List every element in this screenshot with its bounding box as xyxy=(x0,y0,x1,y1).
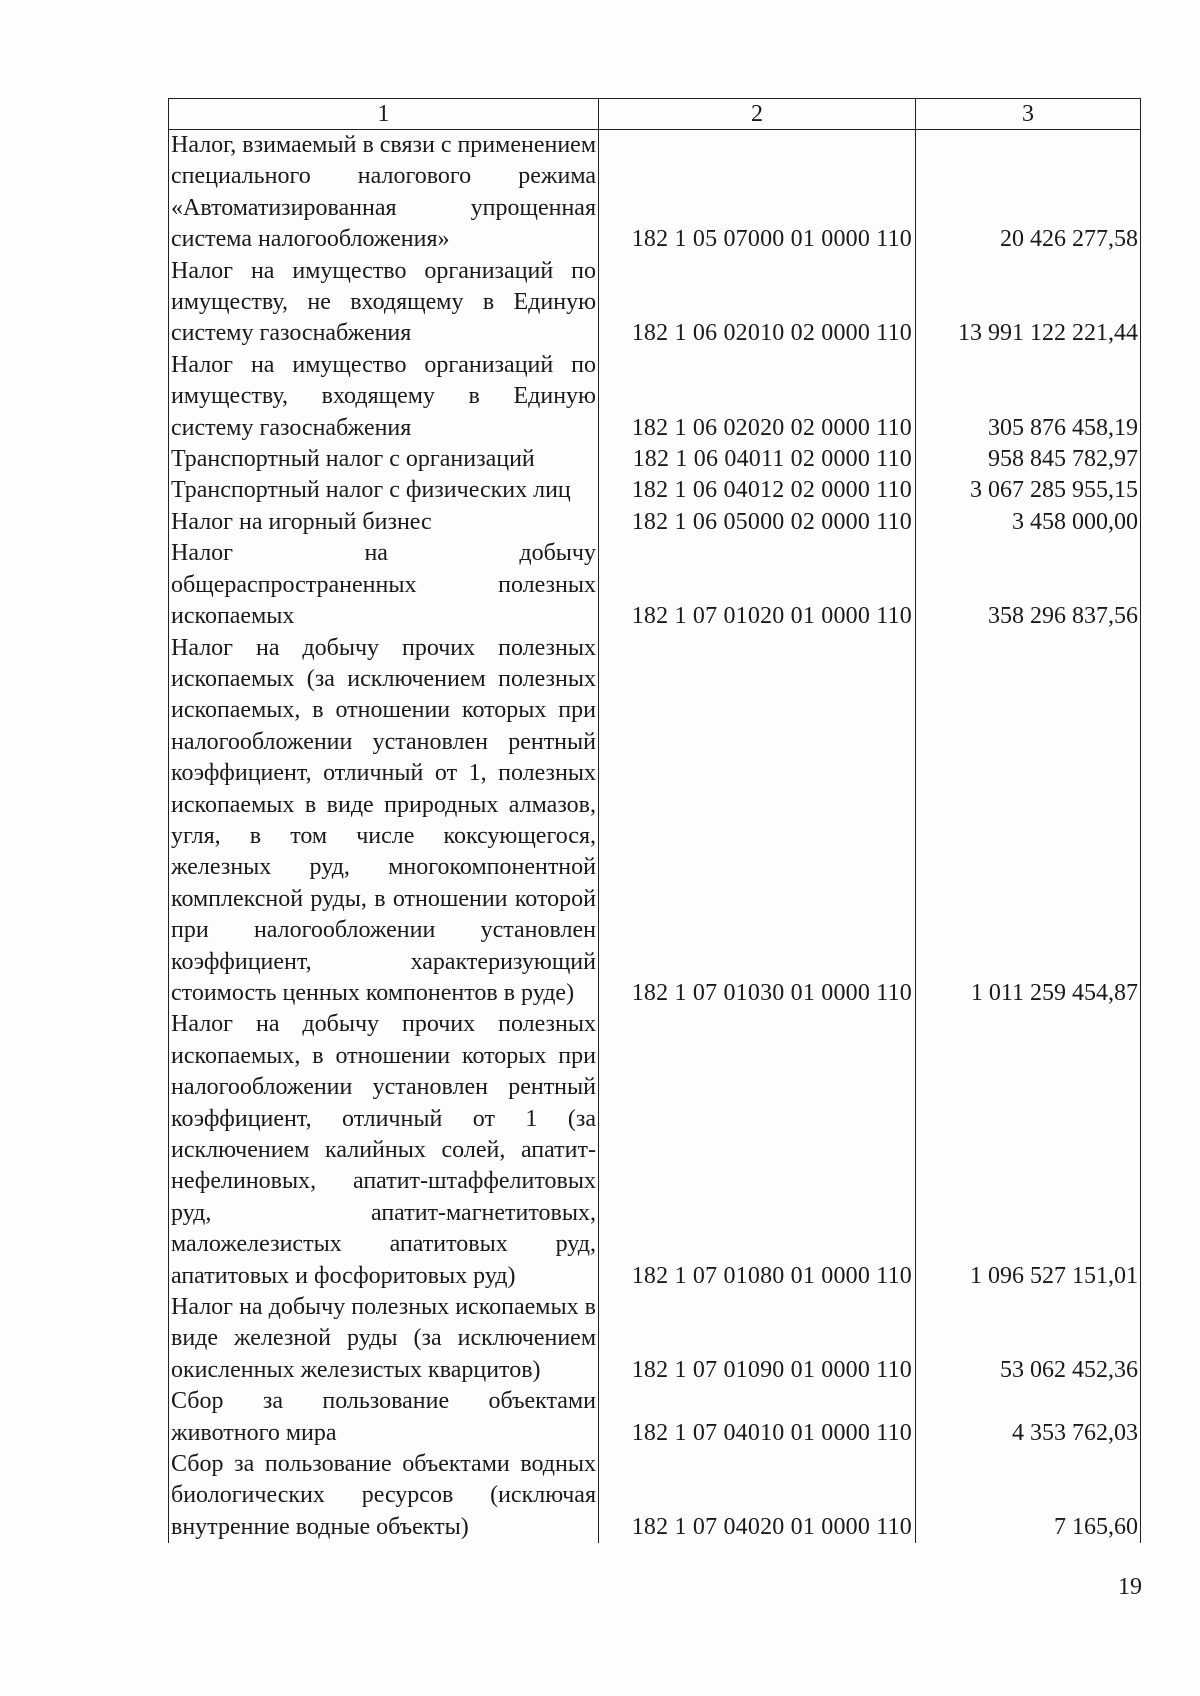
row-amount: 20 426 277,58 xyxy=(916,130,1141,256)
row-code: 182 1 06 02010 02 0000 110 xyxy=(599,256,916,350)
table-row xyxy=(169,1449,1141,1543)
table-row xyxy=(169,507,1141,538)
row-code: 182 1 07 01030 01 0000 110 xyxy=(599,633,916,1010)
row-code: 182 1 06 05000 02 0000 110 xyxy=(599,507,916,538)
row-code: 182 1 07 04010 01 0000 110 xyxy=(599,1386,916,1449)
row-amount: 53 062 452,36 xyxy=(916,1292,1141,1386)
row-name: Транспортный налог с физических лиц xyxy=(169,475,599,506)
table-row xyxy=(169,538,1141,632)
row-amount: 3 067 285 955,15 xyxy=(916,475,1141,506)
row-name: Транспортный налог с организаций xyxy=(169,444,599,475)
row-name: Налог на добычу полезных ископаемых в виде железной руды (за исключением окисленных железистых кварцитов) xyxy=(169,1292,599,1386)
row-amount: 1 096 527 151,01 xyxy=(916,1009,1141,1292)
table-row xyxy=(169,350,1141,444)
header-row xyxy=(169,99,1141,130)
table-row xyxy=(169,475,1141,506)
row-name: Налог на добычу общераспространенных полезных ископаемых xyxy=(169,538,599,632)
row-amount: 305 876 458,19 xyxy=(916,350,1141,444)
row-code: 182 1 07 01080 01 0000 110 xyxy=(599,1009,916,1292)
row-amount: 7 165,60 xyxy=(916,1449,1141,1543)
table-row xyxy=(169,444,1141,475)
row-amount: 1 011 259 454,87 xyxy=(916,633,1141,1010)
revenue-table xyxy=(168,98,1141,1543)
row-code: 182 1 07 01020 01 0000 110 xyxy=(599,538,916,632)
table-row xyxy=(169,256,1141,350)
table-header xyxy=(169,99,1141,130)
row-name: Налог, взимаемый в связи с применением специального налогового режима «Автоматизированная упрощенная система налогообложения» xyxy=(169,130,599,256)
row-amount: 358 296 837,56 xyxy=(916,538,1141,632)
row-code: 182 1 06 02020 02 0000 110 xyxy=(599,350,916,444)
table-row xyxy=(169,130,1141,256)
row-amount: 958 845 782,97 xyxy=(916,444,1141,475)
table-row xyxy=(169,1386,1141,1449)
row-code: 182 1 07 01090 01 0000 110 xyxy=(599,1292,916,1386)
row-amount: 4 353 762,03 xyxy=(916,1386,1141,1449)
header-col-1: 1 xyxy=(169,99,599,130)
row-code: 182 1 05 07000 01 0000 110 xyxy=(599,130,916,256)
row-code: 182 1 07 04020 01 0000 110 xyxy=(599,1449,916,1543)
row-code: 182 1 06 04011 02 0000 110 xyxy=(599,444,916,475)
table-body xyxy=(169,130,1141,1544)
table-row xyxy=(169,633,1141,1010)
row-name: Сбор за пользование объектами водных биологических ресурсов (исключая внутренние водные объекты) xyxy=(169,1449,599,1543)
row-name: Налог на игорный бизнес xyxy=(169,507,599,538)
row-name: Налог на имущество организаций по имуществу, не входящему в Единую систему газоснабжения xyxy=(169,256,599,350)
row-name: Сбор за пользование объектами животного мира xyxy=(169,1386,599,1449)
row-name: Налог на добычу прочих полезных ископаемых, в отношении которых при налогообложении установлен рентный коэффициент, отличный от 1 (за исключением калийных солей, апатит-нефелиновых, апатит-штаффелитовых руд, апатит-магнетитовых, маложелезистых апатитовых руд, апатитовых и фосфоритовых руд) xyxy=(169,1009,599,1292)
row-amount: 3 458 000,00 xyxy=(916,507,1141,538)
table-row xyxy=(169,1292,1141,1386)
row-name: Налог на имущество организаций по имуществу, входящему в Единую систему газоснабжения xyxy=(169,350,599,444)
page-number: 19 xyxy=(1118,1574,1142,1600)
header-col-2: 2 xyxy=(599,99,916,130)
row-amount: 13 991 122 221,44 xyxy=(916,256,1141,350)
header-col-3: 3 xyxy=(916,99,1141,130)
row-name: Налог на добычу прочих полезных ископаемых (за исключением полезных ископаемых, в отношении которых при налогообложении установлен рентный коэффициент, отличный от 1, полезных ископаемых в виде природных алмазов, угля, в том числе коксующегося, железных руд, многокомпонентной комплексной руды, в отношении которой при налогообложении установлен коэффициент, характеризующий стоимость ценных компонентов в руде) xyxy=(169,633,599,1010)
row-code: 182 1 06 04012 02 0000 110 xyxy=(599,475,916,506)
table-row xyxy=(169,1009,1141,1292)
